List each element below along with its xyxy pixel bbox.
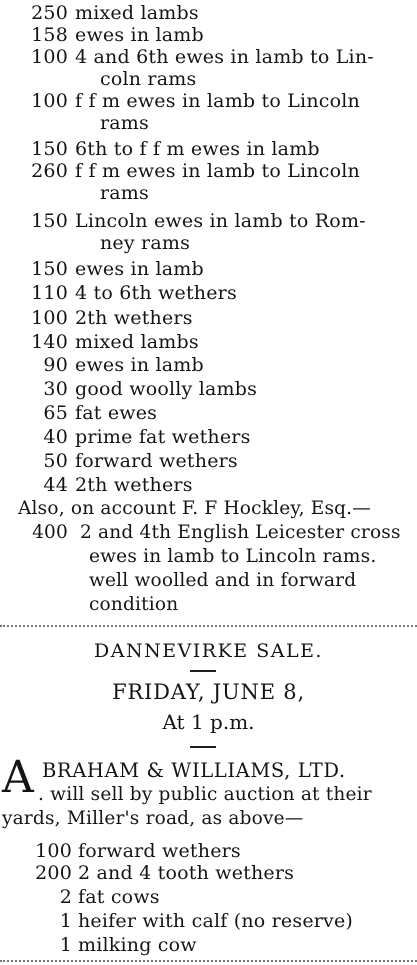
sale-time: At 1 p.m. [162, 710, 255, 734]
item-description: forward wethers [78, 840, 241, 862]
item-description-cont: rams [100, 182, 149, 204]
item-description: heifer with calf (no reserve) [78, 910, 354, 932]
drop-cap: A [2, 752, 34, 803]
item-description-cont: rams [100, 112, 149, 134]
item-description-cont: coln rams [100, 68, 197, 90]
item-quantity: 100 [35, 840, 72, 862]
item-description: Lincoln ewes in lamb to Rom- [75, 210, 366, 232]
item-description: ewes in lamb [75, 354, 204, 376]
item-description: 2th wethers [75, 307, 193, 329]
item-description-cont: well woolled and in forward [89, 570, 357, 591]
item-quantity: 50 [43, 450, 68, 472]
item-description: mixed lambs [75, 331, 199, 353]
item-description: fat ewes [75, 402, 158, 424]
item-description: ewes in lamb [75, 24, 204, 46]
item-quantity: 65 [43, 402, 68, 424]
sale-heading: DANNEVIRKE SALE. [94, 640, 323, 662]
item-description-cont: ney rams [100, 232, 191, 254]
item-description: milking cow [78, 934, 197, 956]
section-divider [0, 625, 417, 627]
item-description: 4 to 6th wethers [75, 282, 237, 304]
item-description: f f m ewes in lamb to Lincoln [75, 90, 360, 112]
notice-text: yards, Miller's road, as above— [2, 808, 304, 829]
item-description: fat cows [78, 886, 160, 908]
notice-text: . will sell by public auction at their [38, 784, 372, 805]
item-description: mixed lambs [75, 2, 199, 24]
item-quantity: 100 [31, 307, 68, 329]
item-quantity: 1 [59, 934, 72, 956]
item-quantity: 140 [31, 331, 68, 353]
item-quantity: 250 [31, 2, 68, 24]
section-divider [0, 960, 417, 962]
heading-rule [190, 670, 216, 672]
item-description: 6th to f f m ewes in lamb [75, 138, 320, 160]
item-quantity: 30 [43, 378, 68, 400]
item-description: 2th wethers [75, 474, 193, 496]
item-description-cont: ewes in lamb to Lincoln rams. [89, 546, 377, 567]
item-description: f f m ewes in lamb to Lincoln [75, 160, 360, 182]
item-description: forward wethers [75, 450, 238, 472]
item-quantity: 200 [35, 862, 72, 884]
item-quantity: 90 [43, 354, 68, 376]
also-line-text: Also, on account F. F Hockley, Esq.— [18, 498, 371, 519]
item-description: prime fat wethers [75, 426, 251, 448]
item-quantity: 150 [31, 138, 68, 160]
item-quantity: 40 [43, 426, 68, 448]
item-quantity: 150 [31, 210, 68, 232]
item-quantity: 150 [31, 258, 68, 280]
notice-text: BRAHAM & WILLIAMS, LTD. [42, 759, 346, 782]
item-quantity: 2 [59, 886, 72, 908]
item-quantity: 400 [32, 522, 68, 543]
item-description-cont: condition [89, 594, 179, 615]
item-quantity: 1 [59, 910, 72, 932]
item-quantity: 44 [43, 474, 68, 496]
item-quantity: 100 [31, 90, 68, 112]
sale-day: FRIDAY, JUNE 8, [112, 680, 305, 704]
item-description: 2 and 4th English Leicester cross [80, 522, 401, 543]
item-quantity: 100 [31, 46, 68, 68]
item-description: ewes in lamb [75, 258, 204, 280]
item-quantity: 260 [31, 160, 68, 182]
item-quantity: 110 [31, 282, 68, 304]
item-description: 2 and 4 tooth wethers [78, 862, 295, 884]
item-description: good woolly lambs [75, 378, 258, 400]
heading-rule [190, 746, 216, 748]
item-quantity: 158 [31, 24, 68, 46]
item-description: 4 and 6th ewes in lamb to Lin- [75, 46, 374, 68]
